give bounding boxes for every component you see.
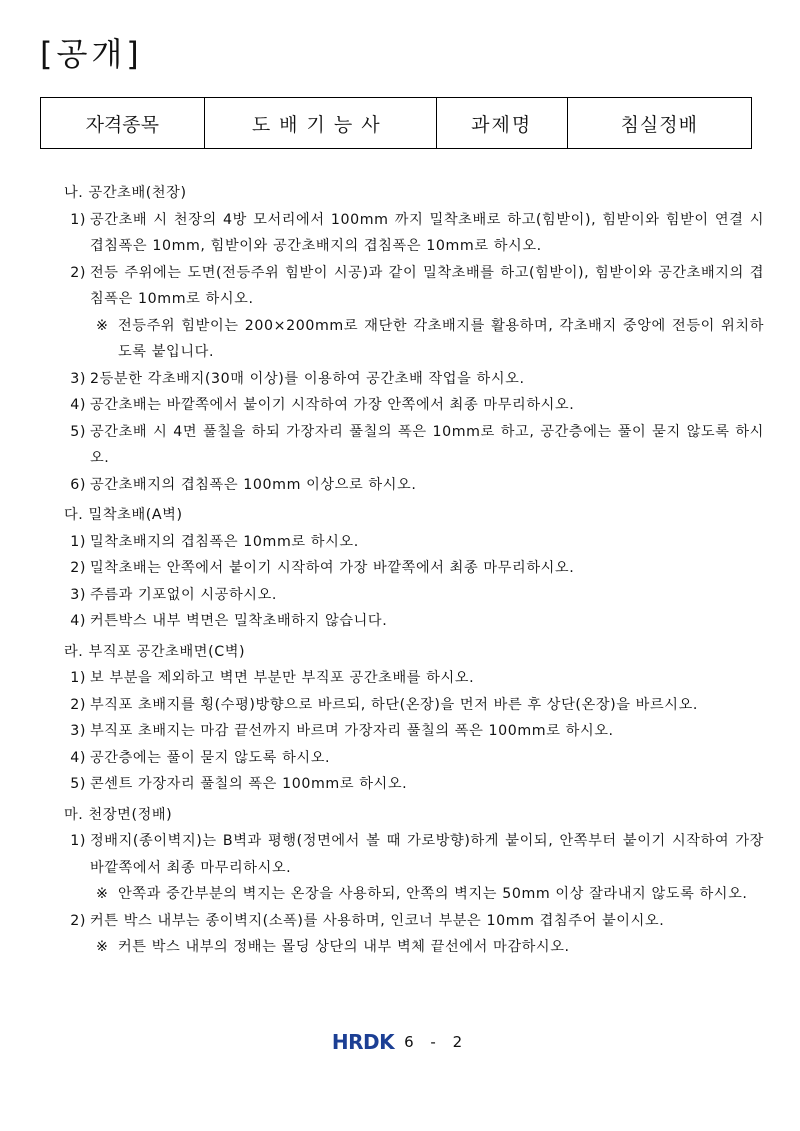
hrdk-logo: HRDK [331, 1030, 395, 1054]
item-number: 3) [70, 370, 86, 387]
task-label: 과제명 [437, 98, 568, 148]
item-text: 공간초배 시 천장의 4방 모서리에서 100mm 까지 밀착초배로 하고(힘받이), 힘받이와 힘받이 연결 시 겹침폭은 10mm, 힘받이와 공간초배지의 겹침폭은 10mm로 하시오. [90, 211, 764, 254]
public-badge: [공개] [40, 35, 143, 73]
list-item [66, 366, 764, 393]
list-item [66, 908, 764, 935]
note-text: 안쪽과 중간부분의 벽지는 온장을 사용하되, 안쪽의 벽지는 50mm 이상 잘라내지 않도록 하시오. [118, 886, 748, 902]
item-number: 4) [70, 749, 86, 766]
item-number: 3) [70, 723, 86, 739]
item-number: 6) [70, 476, 86, 493]
task-value: 침실정배 [620, 113, 698, 136]
item-text: 전등 주위에는 도면(전등주위 힘받이 시공)과 같이 밀착초배를 하고(힘받이), 힘받이와 공간초배지의 겹침폭은 10mm로 하시오. [90, 264, 764, 307]
list-item [66, 207, 764, 260]
item-text: 커튼박스 내부 벽면은 밀착초배하지 않습니다. [90, 613, 388, 629]
item-number: 1) [70, 670, 86, 686]
section-title: 다. 밀착초배(A벽) [64, 507, 183, 523]
item-text: 주름과 기포없이 시공하시오. [90, 586, 277, 603]
note [66, 313, 764, 366]
item-number: 2) [70, 560, 86, 576]
item-text: 2등분한 각초배지(30매 이상)를 이용하여 공간초배 작업을 하시오. [90, 370, 525, 387]
item-text: 부직포 초배지를 횡(수평)방향으로 바르되, 하단(온장)을 먼저 바른 후 상단(온장)을 바르시오. [90, 696, 699, 713]
item-text: 밀착초배지의 겹침폭은 10mm로 하시오. [90, 533, 359, 550]
item-text: 정배지(종이벽지)는 B벽과 평행(정면에서 볼 때 가로방향)하게 붙이되, 안쪽부터 붙이기 시작하여 가장 바깥쪽에서 최종 마무리하시오. [90, 833, 764, 876]
section-title: 마. 천장면(정배) [64, 806, 173, 823]
item-text: 보 부분을 제외하고 벽면 부분만 부직포 공간초배를 하시오. [90, 670, 475, 686]
item-text: 공간초배지의 겹침폭은 100mm 이상으로 하시오. [90, 476, 417, 493]
section [64, 180, 764, 498]
item-text: 밀착초배는 안쪽에서 붙이기 시작하여 가장 바깥쪽에서 최종 마무리하시오. [90, 560, 575, 576]
item-number: 4) [70, 397, 86, 413]
note [66, 934, 764, 961]
qualification-value: 도배기능사 [205, 98, 437, 148]
item-number: 1) [70, 533, 86, 550]
item-text: 커튼 박스 내부는 종이벽지(소폭)를 사용하며, 인코너 부분은 10mm 겹침주어 붙이시오. [90, 912, 665, 929]
item-text: 콘센트 가장자리 풀칠의 폭은 100mm로 하시오. [90, 776, 408, 792]
list-item [66, 555, 764, 582]
qualification-label: 자격종목 [41, 98, 205, 148]
note-mark: ※ [96, 317, 109, 334]
list-item [66, 692, 764, 719]
list-item [66, 828, 764, 881]
item-number: 2) [70, 696, 86, 713]
list-item [66, 582, 764, 609]
list-item [66, 745, 764, 772]
item-number: 5) [70, 776, 86, 792]
page-footer [0, 1030, 800, 1054]
instructions-content [64, 180, 764, 965]
section-title: 나. 공간초배(천장) [64, 185, 187, 201]
item-number: 4) [70, 613, 86, 629]
list-item [66, 771, 764, 798]
section-title: 라. 부직포 공간초배면(C벽) [64, 643, 246, 660]
section [64, 802, 764, 961]
note-mark: ※ [96, 939, 109, 955]
list-item [66, 529, 764, 556]
note-text: 전등주위 힘받이는 200×200mm로 재단한 각초배지를 활용하며, 각초배지 중앙에 전등이 위치하도록 붙입니다. [118, 317, 764, 360]
section [64, 502, 764, 635]
item-number: 1) [70, 833, 86, 849]
item-text: 공간초배는 바깥쪽에서 붙이기 시작하여 가장 안쪽에서 최종 마무리하시오. [90, 397, 575, 413]
list-item [66, 260, 764, 313]
item-text: 공간층에는 풀이 묻지 않도록 하시오. [90, 749, 331, 766]
item-number: 2) [70, 264, 86, 281]
note [66, 881, 764, 908]
page-number: 6 - 2 [404, 1033, 469, 1051]
list-item [66, 419, 764, 472]
list-item [66, 608, 764, 635]
item-number: 1) [70, 211, 86, 228]
note-text: 커튼 박스 내부의 정배는 몰딩 상단의 내부 벽체 끝선에서 마감하시오. [118, 939, 570, 955]
item-text: 부직포 초배지는 마감 끝선까지 바르며 가장자리 풀칠의 폭은 100mm로 하시오. [90, 723, 614, 739]
list-item [66, 392, 764, 419]
item-number: 2) [70, 912, 86, 929]
list-item [66, 472, 764, 499]
note-mark: ※ [96, 886, 109, 902]
list-item [66, 718, 764, 745]
section [64, 639, 764, 798]
list-item [66, 665, 764, 692]
item-text: 공간초배 시 4면 풀칠을 하되 가장자리 풀칠의 폭은 10mm로 하고, 공간층에는 풀이 묻지 않도록 하시오. [90, 423, 764, 466]
info-table [40, 97, 752, 149]
item-number: 5) [70, 423, 86, 440]
item-number: 3) [70, 586, 86, 603]
